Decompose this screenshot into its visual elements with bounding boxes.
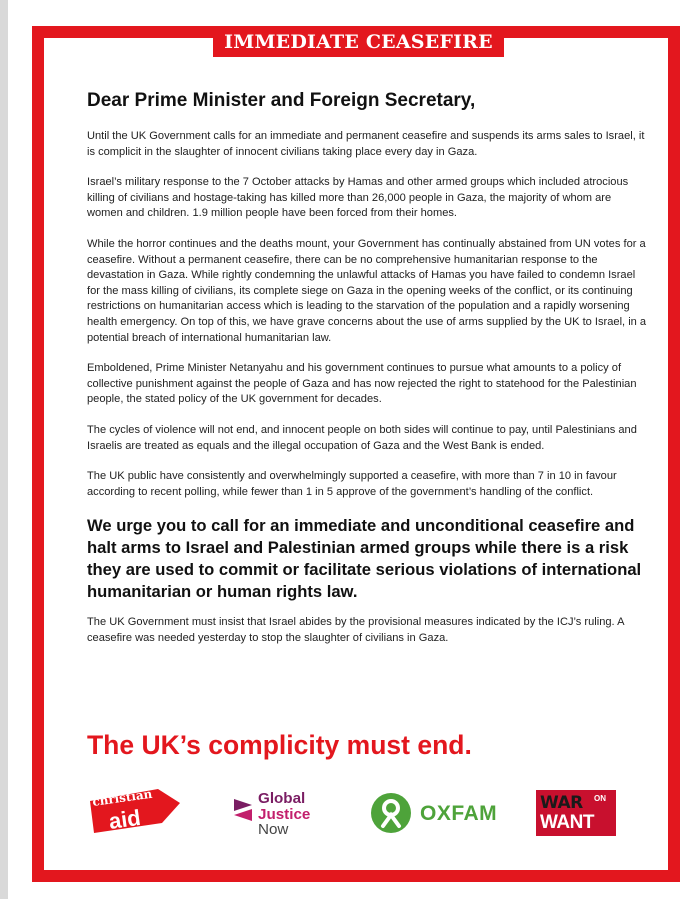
gjn-line1: Global: [258, 790, 306, 807]
oxfam-wordmark: OXFAM: [420, 802, 498, 825]
oxfam-logo: [371, 793, 498, 833]
gjn-line2: Justice: [258, 805, 311, 823]
letter-body: [87, 90, 647, 661]
christian-aid-logo: [86, 787, 182, 837]
paragraph: Emboldened, Prime Minister Netanyahu and his government continues to pursue what amounts to a policy of collective punishment against the people of Gaza and has now rejected the right to statehood for the Palestinian people, the stated policy of the UK government for decades.: [87, 362, 637, 406]
christian-aid-line2: aid: [107, 804, 143, 834]
gjn-line3: Now: [258, 821, 289, 838]
paragraph: While the horror continues and the deaths mount, your Government has continually abstained from UN votes for a ceasefire. Without a permanent ceasefire, there can be no comprehensive humanitarian response to the devastation in Gaza. While rightly condemning the unlawful attacks of Hamas you have failed to condemn Israel for the mass killing of civilians, its complete siege on Gaza in the opening weeks of the conflict, or its continuing restrictions on humanitarian access which is leading to the starvation of the population and a rapidly worsening health emergency. On top of this, we have grave concerns about the use of arms supplied by the UK to Israel, in a potential breach of international humanitarian law.: [87, 237, 647, 344]
war-on-want-logo: [536, 790, 616, 836]
wow-line1: WAR: [540, 793, 583, 813]
appeal-statement: We urge you to call for an immediate and unconditional ceasefire and halt arms to Israel and Palestinian armed groups while there is a risk they are used to commit or facilitate serious violations of international humanitarian or human rights law.: [87, 516, 642, 602]
closing-statement: The UK’s complicity must end.: [87, 730, 472, 760]
gjn-chevron-icon: [232, 797, 254, 823]
christian-aid-line1: christian: [91, 787, 154, 809]
paragraph: Israel’s military response to the 7 October attacks by Hamas and other armed groups which included atrocious killing of civilians and hostage-taking has killed more than 26,000 people in Gaza, the majority of whom are women and children. 1.9 million people have been forced from their homes.: [87, 176, 629, 220]
salutation: Dear Prime Minister and Foreign Secretary,: [87, 90, 476, 111]
oxfam-circle-icon: [371, 793, 411, 833]
wow-line2: WANT: [540, 812, 594, 833]
banner-title: IMMEDIATE CEASEFIRE: [213, 28, 504, 57]
wow-on: ON: [594, 794, 606, 803]
global-justice-now-logo: [232, 791, 332, 841]
page-edge: [0, 0, 8, 899]
paragraph: The UK public have consistently and overwhelmingly supported a ceasefire, with more than 7 in 10 in favour according to recent polling, while fewer than 1 in 5 approve of the government’s handling of the conflict.: [87, 470, 617, 498]
paragraph: Until the UK Government calls for an immediate and permanent ceasefire and suspends its arms sales to Israel, it is complicit in the slaughter of innocent civilians taking place every day in Gaza.: [87, 130, 645, 158]
final-paragraph: The UK Government must insist that Israel abides by the provisional measures indicated by the ICJ’s ruling. A ceasefire was needed yesterday to stop the slaughter of civilians in Gaza.: [87, 616, 624, 644]
paragraph: The cycles of violence will not end, and innocent people on both sides will continue to pay, until Palestinians and Israelis are treated as equals and the illegal occupation of Gaza and the West Bank is ended.: [87, 423, 637, 452]
